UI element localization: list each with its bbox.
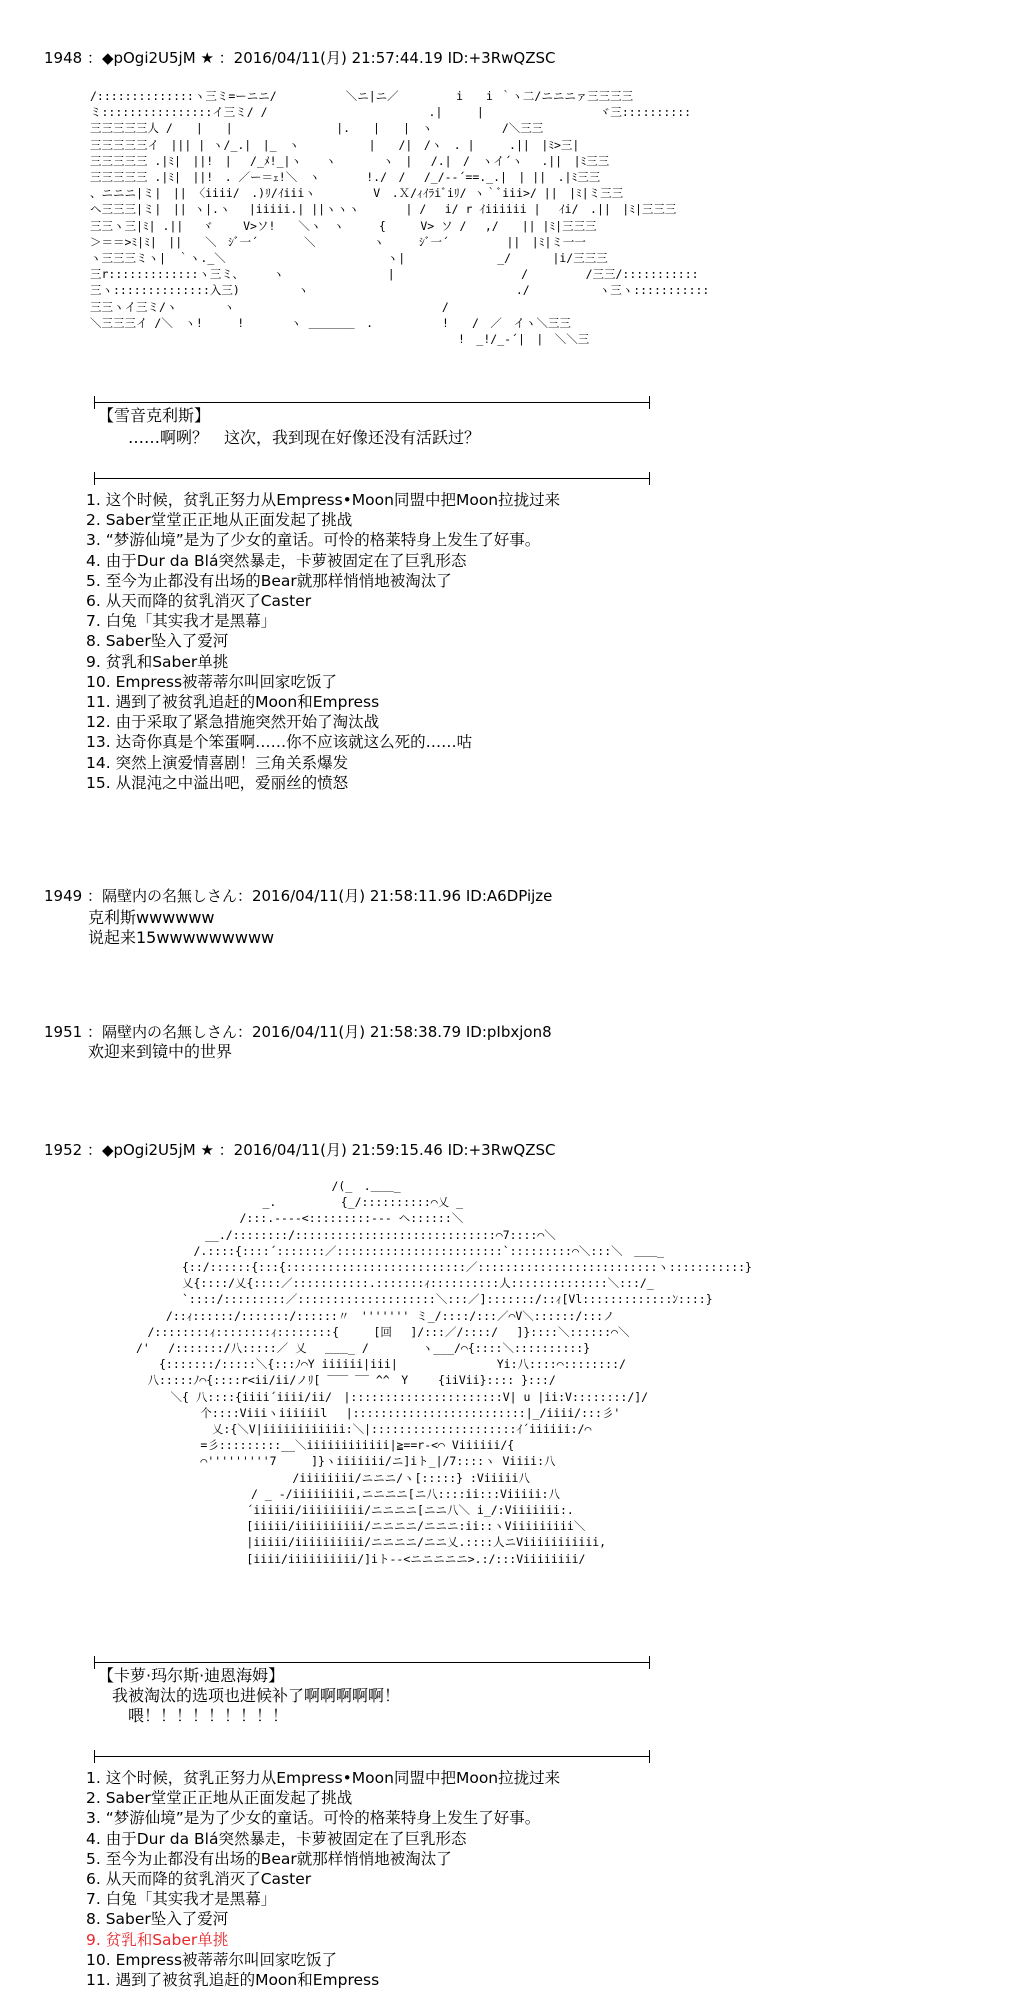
speech-line: ……啊咧？ 这次，我到现在好像还没有活跃过？ bbox=[112, 428, 481, 447]
option-list bbox=[86, 1768, 560, 1990]
list-item: 4. 由于Dur da Blá突然暴走，卡萝被固定在了巨乳形态 bbox=[86, 1829, 467, 1848]
list-item: 9. 贫乳和Saber单挑 bbox=[86, 652, 229, 671]
list-item: 10. Empress被蒂蒂尔叫回家吃饭了 bbox=[86, 672, 338, 691]
post-header: 1952 ：◆pOgi2U5jM ★ ：2016/04/11(月) 21:59:15.46 ID:+3RwQZSC bbox=[44, 1141, 556, 1159]
list-item: 6. 从天而降的贫乳消灭了Caster bbox=[86, 1870, 312, 1889]
post-line: 克利斯wwwwww bbox=[88, 908, 215, 927]
list-item: 2. Saber堂堂正正地从正面发起了挑战 bbox=[86, 1789, 353, 1808]
list-item: 3. “梦游仙境”是为了少女的童话。可怜的格莱特身上发生了好事。 bbox=[86, 531, 541, 550]
list-item: 11. 遇到了被贫乳追赶的Moon和Empress bbox=[86, 693, 380, 712]
post-body bbox=[88, 1042, 232, 1062]
speaker-name: 【卡萝·玛尔斯·迪恩海姆】 bbox=[98, 1666, 285, 1685]
list-item: 10. Empress被蒂蒂尔叫回家吃饭了 bbox=[86, 1950, 338, 1969]
post-header: 1949 ：隔壁内の名無しさん：2016/04/11(月) 21:58:11.96 ID:A6DPijze bbox=[44, 887, 553, 905]
list-item: 7. 白兔「其实我才是黑幕」 bbox=[86, 612, 277, 631]
speech-line: 我被淘汰的选项也进候补了啊啊啊啊啊！ bbox=[112, 1686, 401, 1705]
list-item: 3. “梦游仙境”是为了少女的童话。可怜的格莱特身上发生了好事。 bbox=[86, 1809, 541, 1828]
post-header: 1951 ：隔壁内の名無しさん：2016/04/11(月) 21:58:38.79 ID:pIbxjon8 bbox=[44, 1023, 552, 1041]
list-item: 5. 至今为止都没有出场的Bear就那样悄悄地被淘汰了 bbox=[86, 571, 452, 590]
list-item: 11. 遇到了被贫乳追赶的Moon和Empress bbox=[86, 1971, 380, 1990]
post-line: 说起来15wwwwwwwww bbox=[88, 928, 275, 947]
list-item: 8. Saber坠入了爱河 bbox=[86, 1910, 229, 1929]
list-item: 4. 由于Dur da Blá突然暴走，卡萝被固定在了巨乳形态 bbox=[86, 551, 467, 570]
list-item: 7. 白兔「其实我才是黑幕」 bbox=[86, 1890, 277, 1909]
speaker-name: 【雪音克利斯】 bbox=[98, 406, 211, 425]
post-line: 欢迎来到镜中的世界 bbox=[88, 1042, 233, 1061]
list-item: 1. 这个时候，贫乳正努力从Empress•Moon同盟中把Moon拉拢过来 bbox=[86, 491, 561, 509]
divider bbox=[94, 478, 650, 479]
list-item: 1. 这个时候，贫乳正努力从Empress•Moon同盟中把Moon拉拢过来 bbox=[86, 1769, 561, 1787]
divider bbox=[94, 1756, 650, 1757]
list-item: 2. Saber堂堂正正地从正面发起了挑战 bbox=[86, 511, 353, 530]
list-item: 6. 从天而降的贫乳消灭了Caster bbox=[86, 592, 312, 611]
option-list bbox=[86, 490, 560, 793]
list-item: 15. 从混沌之中溢出吧，爱丽丝的愤怒 bbox=[86, 773, 349, 792]
post-body bbox=[88, 908, 274, 948]
list-item: 13. 达奇你真是个笨蛋啊……你不应该就这么死的……咕 bbox=[86, 733, 473, 752]
divider bbox=[94, 402, 650, 403]
list-item: 5. 至今为止都没有出场的Bear就那样悄悄地被淘汰了 bbox=[86, 1849, 452, 1868]
list-item-highlighted: 9. 贫乳和Saber单挑 bbox=[86, 1930, 229, 1949]
list-item: 8. Saber坠入了爱河 bbox=[86, 632, 229, 651]
list-item: 14. 突然上演爱情喜剧！三角关系爆发 bbox=[86, 753, 349, 772]
ascii-art: /::::::::::::::ヽ三ミ=ーニニ/ ＼ニ|ニ／ i i ｀ヽ二/ニニニァ三三三三 ミ::::::::::::::::イ三ミ/ / .| | ヾ三:::::::::: 三三三三三人 / | | |. | | ヽ /＼三三 三三三三三イ ||| | ヽ/_.| |_ ヽ | /| /ヽ . | .|| |ﾐ>三| 三三三三三 .|ﾐ| ||! | /_ﾒ!_|ヽ ヽ ヽ | /.| / ヽイ´ヽ .|| |ﾐ三三 三三三三三 .|ﾐ| ||! . ／ー＝ｪ!＼ ヽ !./ / /_/-‐´==._.| | || .|ﾐ三三 、ニニニ|ミ| || 〈iiii/ .)ﾘ/ｲiiiヽ V .Ｘ/ｨｲﾗiﾞiﾘ/ ヽ｀ﾞiii>/ || |ﾐ|ミ三三 ヘ三三三|ミ| || ヽ|.ヽ |iiiii.| ||ヽヽヽ | / i/ r ｲiiiiii | ｲi/ .|| |ﾐ|三三三 三三ヽ三|ﾐ| .|| ヾ V>ソ! ＼ヽ ヽ { V> ソ / ,/ || |ﾐ|三三三 ＞＝＝>ﾐ|ﾐ| || ＼ ｼﾞ一´ ＼ ヽ ｼﾞ一´ || |ﾐ|ミ一一 ヽ三三三ミヽ| ｀ヽ._＼ ヽ| _/ |i/三三三 三r:::::::::::::ヽ三ミ、 ヽ | / /三三/::::::::::: 三ヽ::::::::::::::入三) ヽ ./ ヽ三ヽ::::::::::: 三三ヽイ三ミ/ヽ ヽ / ＼三三三イ /＼ ヽ! ! ヽ ＿＿＿＿ . ! / ／ イヽ＼三三 ! _!/_-´| | ＼＼三 bbox=[90, 89, 710, 347]
speech-line: 喂！！！！！！！！！ bbox=[112, 1706, 289, 1725]
list-item: 12. 由于采取了紧急措施突然开始了淘汰战 bbox=[86, 713, 380, 732]
post-header: 1948 ：◆pOgi2U5jM ★ ：2016/04/11(月) 21:57:44.19 ID:+3RwQZSC bbox=[44, 49, 556, 67]
divider bbox=[94, 1662, 650, 1663]
ascii-art: /(_ .＿＿_ _. {_/::::::::::⌒乂 _ /:::.--‐‐<:::::::::‐‐‐ ヘ::::::＼ __./::::::::/:::::::::::::::::::::::::::::⌒7::::⌒＼ /.::::{::::´:::::::／::::::::::::::::::::::::`:::::::::⌒＼:::＼ ＿＿_ {::/::::::{:::{::::::::::::::::::::::::::／::::::::::::::::::::::::::ヽ:::::::::::} 乂{::::/乂{::::／:::::::::::.:::::::ｨ::::::::::人::::::::::::::＼:::/_ `::::/:::::::::／::::::::::::::::::::＼:::／]:::::::/::ｨ[Vl:::::::::::::ﾝ::::} /::ｨ::::::/:::::::/::::::〃 ''''''' ミ_/::::/:::／⌒V＼::::::/:::ノ /::::::::ｨ::::::::ｨ::::::::{ [回 ]/:::／/::::/ ]}::::＼::::::⌒＼ /' /:::::::/八:::::／ 乂 ＿＿_ / ヽ___/⌒{::::＼::::::::::} {:::::::/:::::＼{:::ﾉ⌒Y iiiiii|iii| Yi:八::::⌒::::::::/ 八:::::ﾉ⌒{::::r<ii/ii/ノﾘ[ ‾‾‾ ‾‾ ^^ Y {iiVii}:::: }:::/ ＼{ 八::::{iiii´iiii/ii/ |::::::::::::::::::::::V| u |ii:V::::::::/]/ 个::::Viiiヽiiiiiil |:::::::::::::::::::::::::|_/iiii/:::彡' 乂:{＼V|iiiiiiiiiiii:＼|:::::::::::::::::::::ｲ´iiiiii:/⌒ =彡:::::::::__＼iiiiiiiiiiii|≧==r‐<⌒ Viiiiii/{ ⌒'''''''''7 ]}ヽiiiiiii/ニ]iト_|/7::::ヽ Viiii:八 /iiiiiiii/ニニニ/ヽ[:::::} :Viiiii八 / _ -/iiiiiiiii,ニニニニ[ニ八::::ii:::Viiiii:八 ´iiiiii/iiiiiiiii/ニニニニ[ニニ八＼ i_/:Viiiiiii:. [iiiii/iiiiiiiiii/ニニニニ/ニニニ:ii::ヽViiiiiiiii＼ |iiiii/iiiiiiiiii/ニニニニ/ニニ乂.::::人ニViiiiiiiiiii, [iiii/iiiiiiiiii/]iト‐‐<ニニニニニ>.:/:::Viiiiiiii/ bbox=[135, 1179, 752, 1566]
